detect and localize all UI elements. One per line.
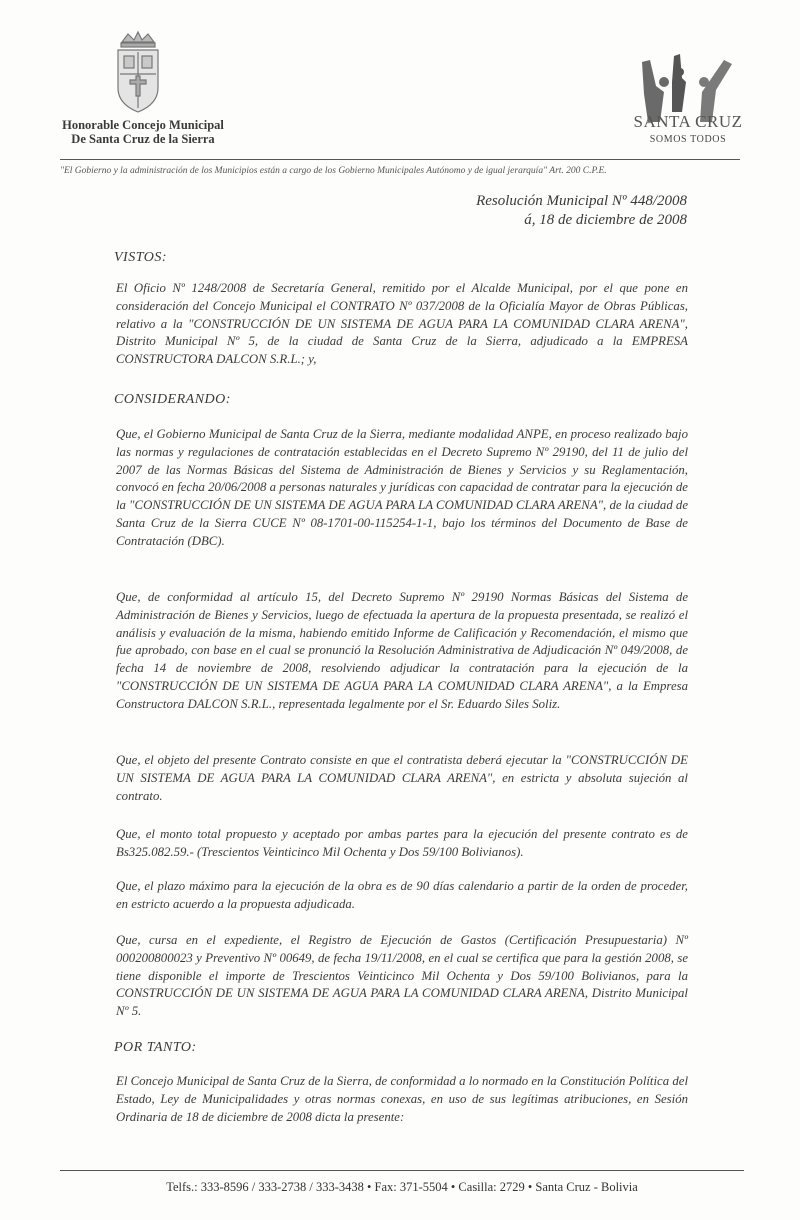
section-vistos: VISTOS: — [114, 250, 168, 265]
resolution-date: á, 18 de diciembre de 2008 — [524, 212, 687, 228]
paragraph-considerando-5: Que, el plazo máximo para la ejecución de la obra es de 90 días calendario a partir de la orden de proceder, en estricto acuerdo a la propuesta adjudicada. — [116, 879, 688, 911]
paragraph-por-tanto: El Concejo Municipal de Santa Cruz de la Sierra, de conformidad a lo normado en la Constitución Política del Estado, Ley de Municipalidades y otras normas conexas, en uso de sus legítimas atribuciones, en Sesión Ordinaria de 18 de diciembre de 2008 dicta la presente: — [116, 1074, 688, 1124]
logo-tagline: SOMOS TODOS — [649, 134, 727, 145]
organization-name-line2: De Santa Cruz de la Sierra — [71, 132, 215, 146]
footer-contact: Telfs.: 333-8596 / 333-2738 / 333-3438 • Fax: 371-5504 • Casilla: 2729 • Santa Cruz - Bolivia — [166, 1180, 638, 1194]
paragraph-considerando-2: Que, de conformidad al artículo 15, del Decreto Supremo Nº 29190 Normas Básicas del Sistema de Administración de Bienes y Servicios, luego de efectuada la apertura de la propuesta presentada, se realizó el análisis y evaluación de la misma, habiendo emitido Informe de Calificación y Recomendación, el mismo que fue aprobado, con base en el cual se pronunció la Resolución Administrativa de Adjudicación Nº 049/2008, de fecha 14 de noviembre de 2008, resolviendo adjudicar la contratación para la ejecución de la "CONSTRUCCIÓN DE UN SISTEMA DE AGUA PARA LA COMUNIDAD CLARA ARENA", a la Empresa Constructora DALCON S.R.L., representada legalmente por el Sr. Eduardo Siles Soliz. — [116, 590, 688, 711]
paragraph-vistos: El Oficio Nº 1248/2008 de Secretaría General, remitido por el Alcalde Municipal, por el que pone en consideración del Concejo Municipal el CONTRATO Nº 037/2008 de la Oficialía Mayor de Obras Públicas, relativo a la "CONSTRUCCIÓN DE UN SISTEMA DE AGUA PARA LA COMUNIDAD CLARA ARENA", Distrito Municipal Nº 5, de la ciudad de Santa Cruz de la Sierra, adjudicado a la EMPRESA CONSTRUCTORA DALCON S.R.L.; y, — [116, 281, 688, 367]
logo-name: SANTA CRUZ — [633, 112, 743, 131]
section-considerando: CONSIDERANDO: — [114, 392, 231, 407]
coat-of-arms-icon — [108, 30, 168, 116]
paragraph-considerando-6: Que, cursa en el expediente, el Registro de Ejecución de Gastos (Certificación Presupuestaria) Nº 000200800023 y Preventivo Nº 00649, de fecha 19/11/2008, en el cual se certifica que para la gestión 2008, se tiene disponible el importe de Trescientos Veinticinco Mil Ochenta y Dos 59/100 Bolivianos, para la CONSTRUCCIÓN DE UN SISTEMA DE AGUA PARA LA COMUNIDAD CLARA ARENA, Distrito Municipal Nº 5. — [116, 933, 688, 1019]
resolution-heading — [476, 192, 687, 230]
section-por-tanto: POR TANTO: — [114, 1040, 197, 1055]
paragraph-considerando-3: Que, el objeto del presente Contrato consiste en que el contratista deberá ejecutar la "CONSTRUCCIÓN DE UN SISTEMA DE AGUA PARA LA COMUNIDAD CLARA ARENA", en estricta y absoluta sujeción al contrato. — [116, 753, 688, 803]
paragraph-considerando-4: Que, el monto total propuesto y aceptado por ambas partes para la ejecución del presente contrato es de Bs325.082.59.- (Trescientos Veinticinco Mil Ochenta y Dos 59/100 Bolivianos). — [116, 827, 688, 859]
footer-divider — [60, 1170, 744, 1171]
organization-name-line1: Honorable Concejo Municipal — [62, 118, 224, 132]
resolution-number: Resolución Municipal Nº 448/2008 — [476, 193, 687, 209]
header-divider — [60, 159, 740, 160]
organization-name — [58, 118, 228, 146]
motto: "El Gobierno y la administración de los Municipios están a cargo de los Gobierno Municipales Autónomo y de igual jerarquía" Art. 200 C.P.E. — [60, 166, 607, 176]
paragraph-considerando-1: Que, el Gobierno Municipal de Santa Cruz de la Sierra, mediante modalidad ANPE, en proceso realizado bajo las normas y regulaciones de contratación establecidas en el Decreto Supremo Nº 29190, del 11 de julio del 2007 de las Normas Básicas del Sistema de Administración de Bienes y Servicios y su Reglamentación, convocó en fecha 20/06/2008 a personas naturales y jurídicas con capacidad de contratar para la ejecución de la "CONSTRUCCIÓN DE UN SISTEMA DE AGUA PARA LA COMUNIDAD CLARA ARENA", de la ciudad de Santa Cruz de la Sierra CUCE Nº 08-1701-00-115254-1-1, bajo los términos del Documento de Base de Contratación (DBC). — [116, 427, 688, 548]
